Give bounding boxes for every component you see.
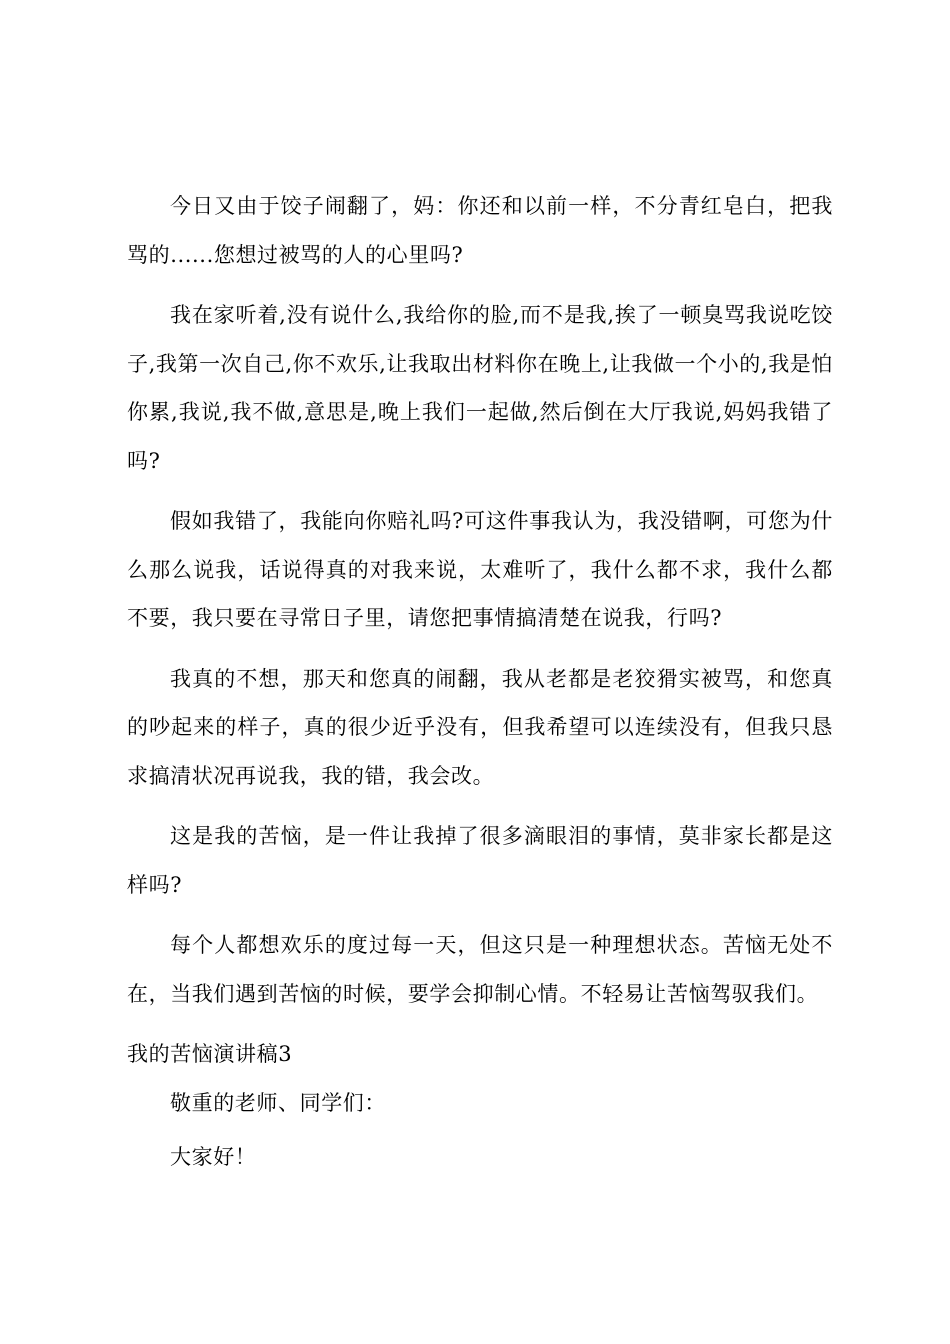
document-body (127, 182, 833, 1188)
paragraph-1: 今日又由于饺子闹翻了，妈：你还和以前一样，不分青红皂白，把我骂的......您想过被骂的人的心里吗? (127, 194, 833, 267)
greeting: 大家好！ (170, 1145, 257, 1169)
section-heading: 我的苦恼演讲稿3 (127, 1042, 293, 1066)
paragraph-6: 每个人都想欢乐的度过每一天，但这只是一种理想状态。苦恼无处不在，当我们遇到苦恼的时候，要学会抑制心情。不轻易让苦恼驾驭我们。 (127, 933, 833, 1006)
paragraph-2: 我在家听着,没有说什么,我给你的脸,而不是我,挨了一顿臭骂我说吃饺子,我第一次自己,你不欢乐,让我取出材料你在晚上,让我做一个小的,我是怕你累,我说,我不做,意思是,晚上我们一起做,然后倒在大厅我说,妈妈我错了吗? (127, 303, 833, 473)
salutation: 敬重的老师、同学们： (170, 1090, 386, 1115)
paragraph-3: 假如我错了，我能向你赔礼吗?可这件事我认为，我没错啊，可您为什么那么说我，话说得真的对我来说，太难听了，我什么都不求，我什么都不要，我只要在寻常日子里，请您把事情搞清楚在说我，行吗? (127, 509, 833, 630)
paragraph-4: 我真的不想，那天和您真的闹翻，我从老都是老狡猾实被骂，和您真的吵起来的样子，真的很少近乎没有，但我希望可以连续没有，但我只恳求搞清状况再说我，我的错，我会改。 (127, 666, 833, 788)
paragraph-5: 这是我的苦恼，是一件让我掉了很多滴眼泪的事情，莫非家长都是这样吗? (127, 824, 833, 897)
